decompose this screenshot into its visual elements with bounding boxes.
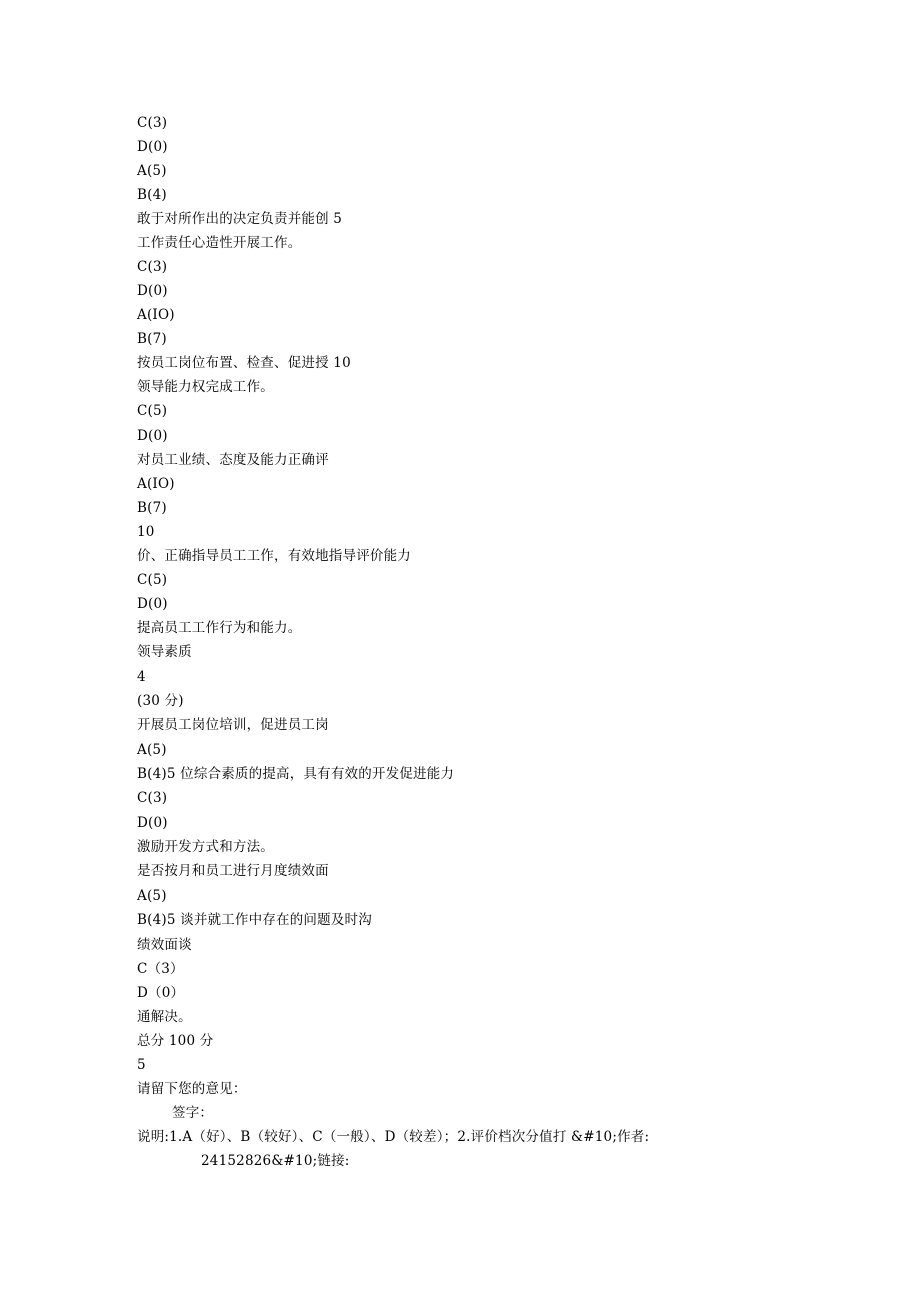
text-line: 领导素质 — [137, 644, 192, 660]
text-line: C（3） — [137, 961, 184, 977]
text-line: 领导能力权完成工作。 — [137, 379, 274, 395]
text-line: B(7) — [137, 500, 167, 516]
text-line: A(5) — [137, 888, 167, 904]
text-line: D（0） — [137, 985, 185, 1001]
text-line: 对员工业绩、态度及能力正确评 — [137, 452, 329, 468]
text-line: C(5) — [137, 403, 168, 419]
text-line: C(3) — [137, 790, 168, 806]
text-line: 开展员工岗位培训，促进员工岗 — [137, 717, 329, 733]
text-line: C(3) — [137, 115, 168, 131]
text-line: A(5) — [137, 742, 167, 758]
text-line: A(IO) — [137, 307, 175, 323]
note-line: 说明:1.A（好）、B（较好）、C（一般）、D（较差）；2.评价档次分值打 &#10;作者: — [137, 1129, 650, 1145]
text-line: A(IO) — [137, 476, 175, 492]
note-line-continued: 24152826&#10;链接: — [201, 1153, 350, 1169]
text-line: 敢于对所作出的决定负责并能创 5 — [137, 211, 343, 227]
text-line: C(5) — [137, 572, 168, 588]
text-line: 请留下您的意见： — [137, 1081, 247, 1097]
text-line: 按员工岗位布置、检查、促进授 10 — [137, 355, 351, 371]
text-line: 通解决。 — [137, 1009, 192, 1025]
signature-label: 签字： — [172, 1105, 214, 1121]
text-line: D(0) — [137, 596, 168, 612]
text-line: 10 — [137, 524, 155, 540]
text-line: D(0) — [137, 428, 168, 444]
text-line: 总分 100 分 — [137, 1033, 214, 1049]
text-line: A(5) — [137, 163, 167, 179]
text-line: B(4)5 谈并就工作中存在的问题及时沟 — [137, 912, 372, 928]
text-line: B(4) — [137, 187, 167, 203]
text-line: 激励开发方式和方法。 — [137, 839, 274, 855]
text-line: 提高员工工作行为和能力。 — [137, 620, 302, 636]
text-line: 是否按月和员工进行月度绩效面 — [137, 863, 329, 879]
text-line: C(3) — [137, 259, 168, 275]
text-line: (30 分) — [137, 693, 184, 709]
text-line: B(7) — [137, 331, 167, 347]
text-line: D(0) — [137, 815, 168, 831]
text-line: 价、正确指导员工工作，有效地指导评价能力 — [137, 548, 411, 564]
text-line: B(4)5 位综合素质的提高，具有有效的开发促进能力 — [137, 766, 455, 782]
text-line: 工作责任心造性开展工作。 — [137, 235, 302, 251]
text-line: 4 — [137, 669, 146, 685]
text-line: 绩效面谈 — [137, 937, 192, 953]
text-line: D(0) — [137, 283, 168, 299]
text-line: 5 — [137, 1057, 146, 1073]
text-line: D(0) — [137, 139, 168, 155]
